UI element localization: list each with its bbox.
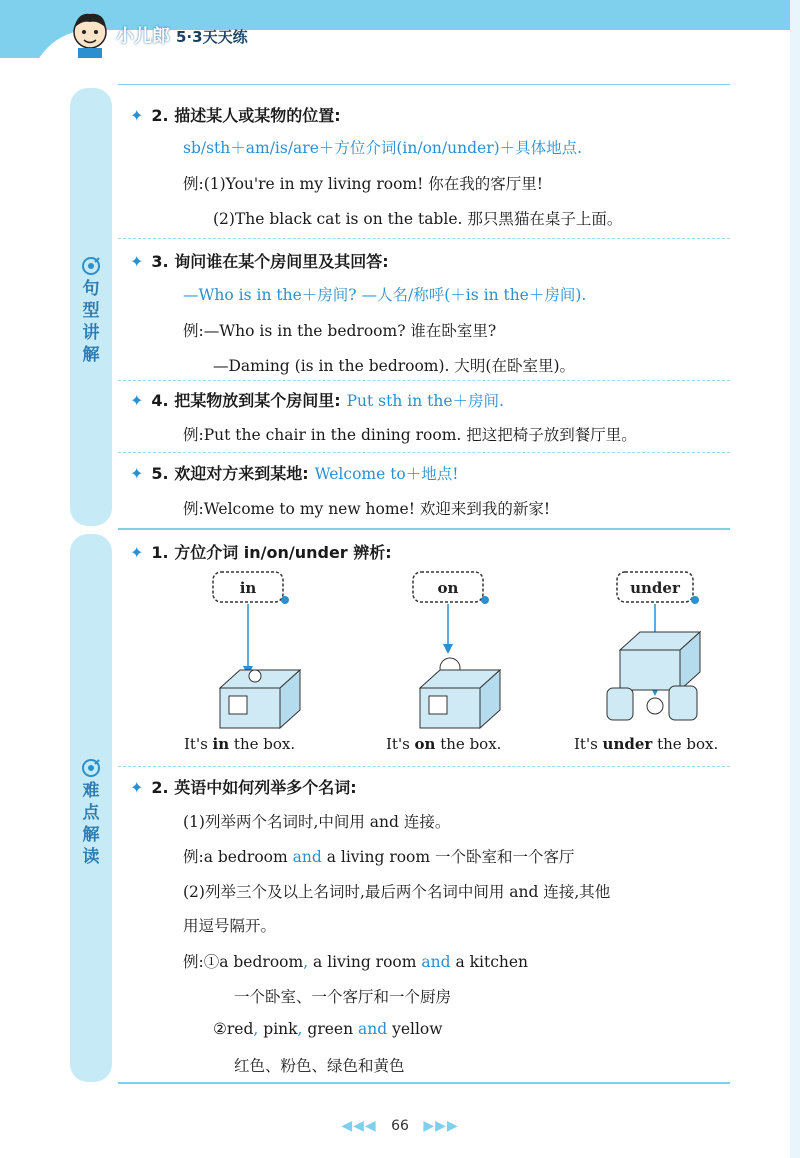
sentence-4-title: ✦ 4. 把某物放到某个房间里: Put sth in the＋房间. xyxy=(130,391,504,410)
target-icon xyxy=(81,256,101,276)
brand-title xyxy=(116,22,248,48)
star-icon: ✦ xyxy=(130,252,144,271)
sentence-5-example-1: 例:Welcome to my new home! 欢迎来到我的新家! xyxy=(183,500,551,518)
sidebar-label-1-text: 句型讲解 xyxy=(82,279,100,365)
left-arrows-icon: ◀◀◀ xyxy=(341,1118,377,1134)
tag-in: in xyxy=(239,579,257,597)
divider xyxy=(118,452,730,453)
tag-on: on xyxy=(437,579,459,597)
sentence-3-formula: —Who is in the＋房间? —人名/称呼(＋is in the＋房间). xyxy=(183,286,587,304)
divider xyxy=(118,238,730,239)
page-number: 66 xyxy=(391,1118,409,1134)
difficulty-2-example-2a-cn: 一个卧室、一个客厅和一个厨房 xyxy=(234,988,452,1006)
sentence-2-example-2: (2)The black cat is on the table. 那只黑猫在桌子上面。 xyxy=(213,210,623,228)
sentence-3-example-2: —Daming (is in the bedroom). 大明(在卧室里)。 xyxy=(213,357,576,375)
bottom-rule xyxy=(118,1082,730,1084)
star-icon: ✦ xyxy=(130,464,144,483)
top-rule xyxy=(118,84,730,85)
illustration-in xyxy=(205,570,305,730)
brand-logo-text: 小儿郎 xyxy=(116,26,170,47)
sentence-4-example-1: 例:Put the chair in the dining room. 把这把椅子放到餐厅里。 xyxy=(183,426,637,444)
illustration-under xyxy=(605,570,705,730)
sidebar-label-2-text: 难点解读 xyxy=(82,781,100,867)
mascot-icon xyxy=(68,10,112,58)
difficulty-2-example-2b: ②red, pink, green and yellow xyxy=(213,1020,443,1038)
difficulty-2-rule-2-line-2: 用逗号隔开。 xyxy=(183,917,277,935)
caption-under: It's under the box. xyxy=(574,735,719,753)
difficulty-2-example-1: 例:a bedroom and a living room 一个卧室和一个客厅 xyxy=(183,848,575,866)
sidebar-label-2 xyxy=(70,758,112,868)
illustration-on xyxy=(405,570,505,730)
tag-under: under xyxy=(630,579,680,597)
series-name: 5·3天天练 xyxy=(176,28,248,46)
sentence-4-formula: Put sth in the＋房间. xyxy=(346,392,504,410)
star-icon: ✦ xyxy=(130,778,144,797)
caption-in: It's in the box. xyxy=(184,735,296,753)
sentence-5-formula: Welcome to＋地点! xyxy=(314,465,459,483)
difficulty-2-rule-2-line-1: (2)列举三个及以上名词时,最后两个名词中间用 and 连接,其他 xyxy=(183,883,611,901)
sentence-3-title: ✦ 3. 询问谁在某个房间里及其回答: xyxy=(130,252,389,271)
sentence-3-example-1: 例:—Who is in the bedroom? 谁在卧室里? xyxy=(183,322,497,340)
difficulty-2-example-2a: 例:①a bedroom, a living room and a kitchen xyxy=(183,953,529,971)
divider xyxy=(118,380,730,381)
star-icon: ✦ xyxy=(130,543,144,562)
page-footer xyxy=(0,1118,800,1134)
sentence-2-example-1: 例:(1)You're in my living room! 你在我的客厅里! xyxy=(183,175,544,193)
sidebar-label-1 xyxy=(70,256,112,366)
right-edge-strip xyxy=(790,0,800,1158)
right-arrows-icon: ▶▶▶ xyxy=(423,1118,459,1134)
difficulty-2-example-2b-cn: 红色、粉色、绿色和黄色 xyxy=(234,1057,405,1075)
star-icon: ✦ xyxy=(130,391,144,410)
difficulty-2-rule-1: (1)列举两个名词时,中间用 and 连接。 xyxy=(183,813,451,831)
sentence-2-formula: sb/sth＋am/is/are＋方位介词(in/on/under)＋具体地点. xyxy=(183,139,583,157)
section-rule xyxy=(118,528,730,530)
star-icon: ✦ xyxy=(130,106,144,125)
target-icon xyxy=(81,758,101,778)
difficulty-2-title: ✦ 2. 英语中如何列举多个名词: xyxy=(130,778,357,797)
divider xyxy=(118,766,730,767)
difficulty-1-title: ✦ 1. 方位介词 in/on/under 辨析: xyxy=(130,543,392,562)
caption-on: It's on the box. xyxy=(386,735,502,753)
sentence-5-title: ✦ 5. 欢迎对方来到某地: Welcome to＋地点! xyxy=(130,464,459,483)
sentence-2-title: ✦ 2. 描述某人或某物的位置: xyxy=(130,106,341,125)
